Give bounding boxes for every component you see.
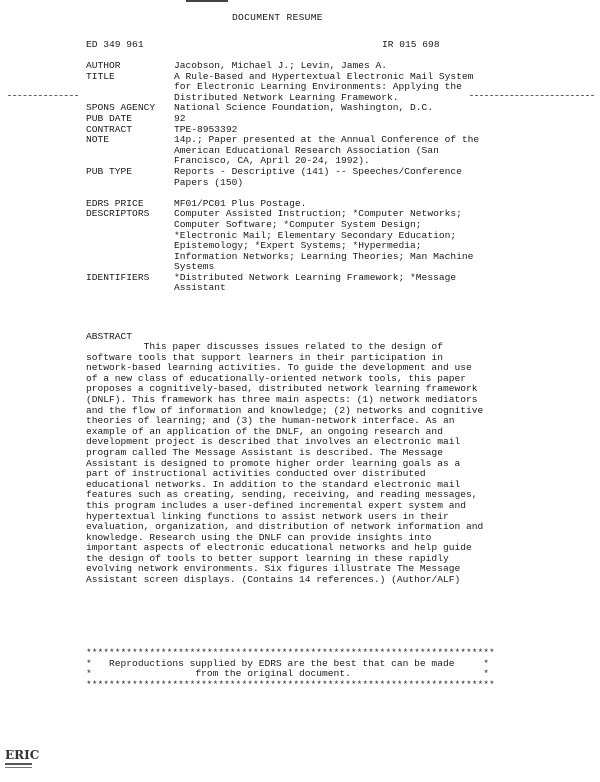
svg-text:ERIC: ERIC — [5, 748, 40, 762]
field-row — [86, 209, 506, 273]
field-row — [86, 61, 506, 72]
field-label: PUB TYPE — [86, 165, 133, 177]
field-label: NOTE — [86, 134, 110, 146]
abstract-text: This paper discusses issues related to the design of software tools that support learners in their participation in network-based learning activities. To guide the development and use of a new class of educationally-oriented network tools, this paper proposes a cognitively-based, distributed network learning framework (DNLF). This framework has three main aspects: (1) network mediators and the flow of information and knowledge; (2) networks and cognitive theories of learning; and (3) the human-network interface. As an example of an application of the DNLF, an ongoing research and development project is described that involves an electronic mail program called The Message Assistant is described. The Message Assistant is designed to promote higher order learning goals as a part of instructional activities conducted over distributed educational networks. In addition to the standard electronic mail features such as creating, sending, receiving, and reading messages, this program includes a user-defined incremental expert system and hypertextual linking functions to assist network users in their evaluation, organization, and distribution of network information and knowledge. Research using the DNLF can provide insights into important aspects of electronic educational networks and help guide the design of tools to better support learning in these rapidly evolving network environments. Six figures illustrate The Message Assistant screen displays. (Contains 14 references.) (Author/ALF) — [86, 341, 484, 586]
field-value: 92 — [174, 112, 186, 124]
field-row — [86, 135, 506, 167]
footer-repro-line-1: * Reproductions supplied by EDRS are the best that can be made * — [86, 658, 490, 669]
top-edge-mark — [186, 0, 228, 2]
field-value: Computer Assisted Instruction; *Computer Networks; Computer Software; *Computer System Design; *Electronic Mail; Elementary Secondary Education; Epistemology; *Expert Systems; *Hypermedia; Information Networks; Learning Theories; Man Machine Systems — [174, 208, 474, 273]
ed-number: ED 349 961 — [86, 39, 144, 50]
footer-repro-line-2: * from the original document. * — [86, 668, 490, 679]
field-value: *Distributed Network Learning Framework; *Message Assistant — [174, 271, 457, 294]
field-value: National Science Foundation, Washington, D.C. — [174, 102, 434, 114]
ir-number: IR 015 698 — [382, 39, 440, 50]
scan-artifact-line-left — [8, 95, 78, 96]
document-title: DOCUMENT RESUME — [232, 12, 323, 23]
field-row — [86, 72, 506, 104]
field-label: IDENTIFIERS — [86, 271, 150, 283]
field-value: Reports - Descriptive (141) -- Speeches/Conference Papers (150) — [174, 165, 462, 188]
field-label: SPONS AGENCY — [86, 102, 156, 114]
footer-star-border-bottom: *********************************************************************** — [86, 679, 495, 690]
eric-logo-icon — [4, 742, 40, 772]
field-row — [86, 273, 506, 294]
field-row — [86, 114, 506, 125]
field-value: MF01/PC01 Plus Postage. — [174, 197, 307, 209]
field-label: EDRS PRICE — [86, 197, 144, 209]
field-label: TITLE — [86, 70, 115, 82]
footer-star-border-top: *********************************************************************** — [86, 647, 495, 658]
field-label: DESCRIPTORS — [86, 208, 150, 220]
field-row — [86, 167, 506, 188]
metadata-fields — [86, 61, 506, 294]
field-value: A Rule-Based and Hypertextual Electronic Mail System for Electronic Learning Environments: Applying the Distributed Network Learning Framework. — [174, 70, 474, 103]
field-label: CONTRACT — [86, 123, 133, 135]
field-value: TPE-8953392 — [174, 123, 238, 135]
field-label: AUTHOR — [86, 60, 121, 71]
field-value: 14p.; Paper presented at the Annual Conference of the American Educational Research Association (San Francisco, CA, April 20-24, 1992). — [174, 134, 480, 167]
field-row — [86, 103, 506, 114]
abstract-label: ABSTRACT — [86, 331, 133, 342]
field-label: PUB DATE — [86, 112, 133, 124]
field-value: Jacobson, Michael J.; Levin, James A. — [174, 60, 388, 71]
